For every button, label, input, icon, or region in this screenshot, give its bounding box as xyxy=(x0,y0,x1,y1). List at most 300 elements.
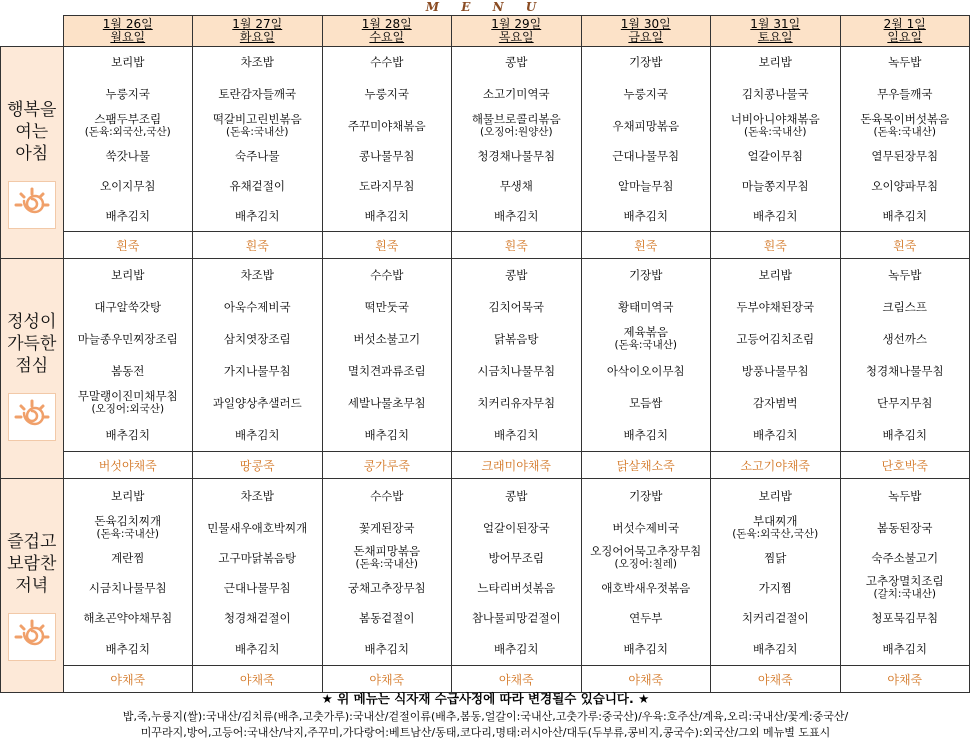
menu-item xyxy=(452,543,581,573)
day-weekday: 일요일 xyxy=(887,30,923,44)
menu-item xyxy=(64,47,193,77)
menu-item-name: 배추김치 xyxy=(235,208,280,223)
menu-item-name: 떡갈비고린빈볶음 xyxy=(212,112,302,126)
menu-item xyxy=(452,171,581,201)
menu-item xyxy=(323,513,452,543)
menu-item-name: 삼치엿장조림 xyxy=(223,331,291,346)
menu-item-name: 멸치견과류조림 xyxy=(347,363,426,378)
menu-item-name: 수수밥 xyxy=(370,488,404,503)
menu-cell xyxy=(840,259,970,452)
menu-item xyxy=(193,77,322,111)
day-date: 1월 26일 xyxy=(102,17,153,31)
day-header xyxy=(322,16,452,47)
menu-item xyxy=(193,111,322,141)
menu-item-origin: (돈육:국내산) xyxy=(226,126,289,138)
menu-item-name: 계란찜 xyxy=(111,550,145,565)
menu-item xyxy=(841,259,970,291)
menu-item xyxy=(841,419,970,451)
menu-item-name: 찜닭 xyxy=(764,550,787,565)
menu-item xyxy=(323,355,452,387)
menu-item xyxy=(711,47,840,77)
day-header xyxy=(840,16,970,47)
menu-item-name: 돈채피망볶음 xyxy=(353,544,421,558)
menu-item xyxy=(452,633,581,665)
menu-item xyxy=(711,355,840,387)
menu-item xyxy=(841,603,970,633)
menu-cell xyxy=(452,47,582,232)
menu-item xyxy=(841,323,970,355)
menu-item-name: 배추김치 xyxy=(882,208,927,223)
menu-item-name: 청포묵김무침 xyxy=(871,610,939,625)
menu-item xyxy=(193,141,322,171)
menu-item xyxy=(711,543,840,573)
menu-item-name: 시금치나물무침 xyxy=(477,363,556,378)
menu-item xyxy=(323,633,452,665)
menu-item xyxy=(193,633,322,665)
menu-item xyxy=(323,291,452,323)
menu-item-name: 스팸두부조림 xyxy=(94,112,162,126)
menu-cell xyxy=(452,479,582,666)
menu-item-name: 아삭이오이무침 xyxy=(606,363,685,378)
menu-item-name: 가지찜 xyxy=(758,580,792,595)
menu-item-origin: (돈육:국내산) xyxy=(873,126,936,138)
juk-cell: 흰죽 xyxy=(840,232,970,259)
menu-item xyxy=(323,323,452,355)
menu-item xyxy=(711,513,840,543)
menu-item-name: 배추김치 xyxy=(105,208,150,223)
sun-swirl-icon xyxy=(8,613,56,661)
menu-item-name: 도라지무침 xyxy=(358,178,415,193)
origin-info xyxy=(0,709,971,741)
menu-item xyxy=(193,47,322,77)
juk-cell: 흰죽 xyxy=(581,232,711,259)
juk-cell: 단호박죽 xyxy=(840,452,970,479)
menu-item xyxy=(841,387,970,419)
menu-item-name: 주꾸미야채볶음 xyxy=(347,118,426,133)
menu-item-name: 모듬쌈 xyxy=(629,395,663,410)
weekly-menu-table xyxy=(0,15,970,693)
meal-name: 행복을 여는 아침 xyxy=(7,100,57,164)
juk-cell: 소고기야채죽 xyxy=(711,452,841,479)
menu-item xyxy=(841,47,970,77)
juk-cell: 야채죽 xyxy=(711,666,841,693)
menu-item-origin: (오징어:외국산) xyxy=(91,403,165,415)
menu-item-name: 배추김치 xyxy=(494,641,539,656)
menu-item-origin: (돈육:국내산) xyxy=(355,558,418,570)
menu-item-name: 버섯수제비국 xyxy=(612,520,680,535)
menu-item-name: 배추김치 xyxy=(753,208,798,223)
menu-item-name: 소고기미역국 xyxy=(482,86,550,101)
menu-item xyxy=(841,633,970,665)
menu-item xyxy=(582,47,711,77)
menu-item xyxy=(323,201,452,231)
menu-item xyxy=(711,573,840,603)
menu-item-name: 얼갈이된장국 xyxy=(482,520,550,535)
menu-item-name: 배추김치 xyxy=(623,427,668,442)
menu-item-name: 참나물피망겉절이 xyxy=(471,610,561,625)
menu-item-name: 민물새우애호박찌개 xyxy=(207,520,308,535)
menu-item-name: 고구마닭볶음탕 xyxy=(218,550,297,565)
day-date: 1월 30일 xyxy=(620,17,671,31)
menu-item-name: 배추김치 xyxy=(753,641,798,656)
menu-cell xyxy=(193,479,323,666)
juk-row xyxy=(1,232,970,259)
menu-item xyxy=(582,77,711,111)
menu-item xyxy=(582,291,711,323)
change-notice: ★ 위 메뉴는 식자재 수급사정에 따라 변경될수 있습니다. ★ xyxy=(321,691,650,706)
menu-item xyxy=(711,141,840,171)
menu-item xyxy=(582,479,711,513)
menu-item-name: 누룽지국 xyxy=(105,86,150,101)
menu-item-name: 보리밥 xyxy=(758,54,792,69)
day-weekday: 토요일 xyxy=(757,30,793,44)
menu-item-name: 김치어묵국 xyxy=(488,299,545,314)
menu-item xyxy=(841,111,970,141)
menu-item xyxy=(711,323,840,355)
menu-item xyxy=(582,355,711,387)
menu-cell xyxy=(193,47,323,232)
menu-item-name: 오이지무침 xyxy=(99,178,156,193)
menu-item-name: 생선까스 xyxy=(882,331,927,346)
menu-item xyxy=(323,387,452,419)
menu-item-name: 배추김치 xyxy=(364,208,409,223)
menu-item-name: 아욱수제비국 xyxy=(223,299,291,314)
menu-item xyxy=(193,543,322,573)
juk-cell: 야채죽 xyxy=(840,666,970,693)
menu-cell xyxy=(63,479,193,666)
juk-cell: 콩가루죽 xyxy=(322,452,452,479)
meal-row xyxy=(1,259,970,452)
menu-item xyxy=(64,355,193,387)
menu-item-name: 열무된장무침 xyxy=(871,148,939,163)
menu-item xyxy=(64,201,193,231)
menu-item-name: 마늘쫑지무침 xyxy=(741,178,809,193)
menu-item-name: 돈육김치찌개 xyxy=(94,514,162,528)
menu-item xyxy=(452,111,581,141)
menu-item-name: 치커리유자무침 xyxy=(477,395,556,410)
menu-item-name: 청경채겉절이 xyxy=(223,610,291,625)
menu-item-name: 봄동겉절이 xyxy=(358,610,415,625)
menu-item xyxy=(452,419,581,451)
menu-item xyxy=(323,479,452,513)
menu-item xyxy=(452,513,581,543)
menu-item xyxy=(193,573,322,603)
menu-item xyxy=(582,513,711,543)
menu-item xyxy=(193,603,322,633)
menu-item-name: 마늘종우민찌장조림 xyxy=(77,331,178,346)
origin-line: 미꾸라지,방어,고등어:국내산/낙지,주꾸미,가다랑어:베트남산/동태,코다리,명태:러시아산/대두(두부류,콩비지,콩국수):외국산/그외 메뉴별 도표시 xyxy=(140,726,831,739)
menu-item-name: 무말랭이진미채무침 xyxy=(77,389,178,403)
day-weekday: 목요일 xyxy=(498,30,534,44)
menu-item-name: 유채겉절이 xyxy=(229,178,286,193)
menu-item-name: 콩밥 xyxy=(505,488,528,503)
menu-item-name: 콩밥 xyxy=(505,267,528,282)
juk-cell: 흰죽 xyxy=(193,232,323,259)
menu-item-name: 토란감자들깨국 xyxy=(218,86,297,101)
menu-item-name: 콩밥 xyxy=(505,54,528,69)
menu-item xyxy=(452,573,581,603)
menu-item xyxy=(193,479,322,513)
menu-item-name: 배추김치 xyxy=(235,427,280,442)
menu-item-name: 버섯소불고기 xyxy=(353,331,421,346)
menu-item-name: 대구알쑥갓탕 xyxy=(94,299,162,314)
menu-item-name: 보리밥 xyxy=(111,267,145,282)
menu-item xyxy=(711,201,840,231)
menu-item-name: 부대찌개 xyxy=(753,514,798,528)
menu-item xyxy=(452,141,581,171)
menu-item-name: 김치콩나물국 xyxy=(741,86,809,101)
menu-item-name: 닭볶음탕 xyxy=(494,331,539,346)
menu-cell xyxy=(322,259,452,452)
menu-item xyxy=(841,479,970,513)
day-header-row xyxy=(1,16,970,47)
menu-cell xyxy=(711,47,841,232)
menu-item xyxy=(193,171,322,201)
menu-item-name: 배추김치 xyxy=(753,427,798,442)
menu-item xyxy=(452,259,581,291)
menu-item-name: 방풍나물무침 xyxy=(741,363,809,378)
menu-item xyxy=(582,419,711,451)
menu-item xyxy=(193,291,322,323)
day-date: 1월 31일 xyxy=(750,17,801,31)
menu-item-name: 수수밥 xyxy=(370,267,404,282)
menu-item-name: 방어무조림 xyxy=(488,550,545,565)
juk-cell: 야채죽 xyxy=(63,666,193,693)
meal-name: 정성이 가득한 점심 xyxy=(7,312,57,376)
menu-item-origin: (돈육:국내산) xyxy=(614,339,677,351)
menu-item-name: 과일양상추샐러드 xyxy=(212,395,302,410)
menu-item xyxy=(582,259,711,291)
meal-label-cell xyxy=(1,47,64,259)
menu-item xyxy=(64,633,193,665)
menu-item-name: 너비아니야채볶음 xyxy=(730,112,820,126)
juk-cell: 야채죽 xyxy=(322,666,452,693)
meal-name: 즐겁고 보람찬 저녁 xyxy=(7,532,57,596)
menu-item-origin: (오징어:칠레) xyxy=(614,558,677,570)
menu-item-name: 황태미역국 xyxy=(617,299,674,314)
menu-item xyxy=(452,355,581,387)
juk-row xyxy=(1,452,970,479)
menu-item-name: 돈육목이버섯볶음 xyxy=(860,112,950,126)
menu-item xyxy=(711,633,840,665)
menu-item xyxy=(711,259,840,291)
menu-item xyxy=(711,419,840,451)
menu-item xyxy=(841,77,970,111)
menu-item xyxy=(711,603,840,633)
menu-item xyxy=(323,77,452,111)
menu-item-name: 해초곤약야채무침 xyxy=(83,610,173,625)
day-date: 1월 27일 xyxy=(232,17,283,31)
sun-swirl-icon xyxy=(8,181,56,229)
menu-item xyxy=(582,603,711,633)
menu-cell xyxy=(581,47,711,232)
menu-item-name: 세발나물초무침 xyxy=(347,395,426,410)
menu-cell xyxy=(581,479,711,666)
menu-item xyxy=(64,291,193,323)
menu-item-name: 보리밥 xyxy=(111,54,145,69)
menu-item xyxy=(323,259,452,291)
menu-item xyxy=(64,387,193,419)
menu-item-name: 누룽지국 xyxy=(364,86,409,101)
day-weekday: 금요일 xyxy=(628,30,664,44)
menu-item-name: 배추김치 xyxy=(882,427,927,442)
menu-item-name: 배추김치 xyxy=(105,641,150,656)
menu-item-name: 오이양파무침 xyxy=(871,178,939,193)
juk-cell: 버섯야채죽 xyxy=(63,452,193,479)
menu-item-name: 연두부 xyxy=(629,610,663,625)
menu-title: M E N U xyxy=(425,0,546,14)
menu-item-name: 청경채나물무침 xyxy=(477,148,556,163)
menu-item-origin: (돈육:외국산,국산) xyxy=(84,126,171,138)
menu-cell xyxy=(322,479,452,666)
menu-item xyxy=(452,77,581,111)
meal-row xyxy=(1,47,970,232)
menu-item-name: 보리밥 xyxy=(758,267,792,282)
menu-item-name: 오징어어묵고추장무침 xyxy=(590,544,702,558)
menu-item-name: 고추장멸치조림 xyxy=(865,574,944,588)
menu-item-name: 보리밥 xyxy=(111,488,145,503)
menu-item xyxy=(64,543,193,573)
menu-item-name: 시금치나물무침 xyxy=(88,580,167,595)
menu-item xyxy=(582,141,711,171)
menu-item xyxy=(193,387,322,419)
menu-item-name: 애호박새우젓볶음 xyxy=(601,580,691,595)
menu-item-name: 배추김치 xyxy=(494,208,539,223)
menu-item-name: 배추김치 xyxy=(105,427,150,442)
menu-item-name: 제육볶음 xyxy=(623,325,668,339)
menu-item-name: 감자범벅 xyxy=(753,395,798,410)
menu-item-name: 배추김치 xyxy=(623,641,668,656)
menu-item-name: 배추김치 xyxy=(623,208,668,223)
meal-label-cell xyxy=(1,479,64,693)
menu-item xyxy=(64,111,193,141)
origin-line: 밥,죽,누룽지(쌀):국내산/김치류(배추,고춧가루):국내산/겉절이류(배추,봄동,얼갈이:국내산,고춧가루:중국산)/우육:호주산/계육,오리:국내산/꽃게:중국산/ xyxy=(122,710,849,723)
menu-item xyxy=(452,479,581,513)
menu-item xyxy=(711,291,840,323)
menu-item xyxy=(64,259,193,291)
menu-item xyxy=(323,47,452,77)
menu-item-name: 숙주나물 xyxy=(235,148,280,163)
menu-item-name: 크림스프 xyxy=(882,299,927,314)
menu-item-name: 치커리겉절이 xyxy=(741,610,809,625)
menu-cell xyxy=(63,47,193,232)
menu-item-name: 알마늘무침 xyxy=(617,178,674,193)
day-header xyxy=(63,16,193,47)
menu-item-name: 쑥갓나물 xyxy=(105,148,150,163)
menu-item xyxy=(582,201,711,231)
sun-swirl-icon xyxy=(8,393,56,441)
menu-item xyxy=(841,141,970,171)
day-weekday: 수요일 xyxy=(369,30,405,44)
juk-cell: 땅콩죽 xyxy=(193,452,323,479)
menu-item-origin: (돈육:외국산,국산) xyxy=(732,528,819,540)
menu-item xyxy=(323,573,452,603)
menu-item-name: 배추김치 xyxy=(235,641,280,656)
menu-item xyxy=(452,323,581,355)
menu-item xyxy=(193,201,322,231)
menu-item-origin: (돈육:국내산) xyxy=(96,528,159,540)
menu-item-name: 기장밥 xyxy=(629,54,663,69)
juk-cell: 크래미야채죽 xyxy=(452,452,582,479)
menu-item xyxy=(64,603,193,633)
menu-item xyxy=(452,47,581,77)
menu-cell xyxy=(840,47,970,232)
menu-item-name: 고등어김치조림 xyxy=(736,331,815,346)
juk-cell: 흰죽 xyxy=(322,232,452,259)
menu-item-name: 보리밥 xyxy=(758,488,792,503)
menu-item xyxy=(841,513,970,543)
menu-item xyxy=(64,479,193,513)
menu-item xyxy=(452,603,581,633)
menu-item xyxy=(323,419,452,451)
menu-item xyxy=(841,543,970,573)
menu-item xyxy=(841,355,970,387)
menu-item xyxy=(64,141,193,171)
menu-item-name: 단무지무침 xyxy=(876,395,933,410)
menu-item xyxy=(582,111,711,141)
meal-label-cell xyxy=(1,259,64,479)
menu-item xyxy=(582,323,711,355)
juk-cell: 흰죽 xyxy=(711,232,841,259)
day-header xyxy=(581,16,711,47)
menu-item xyxy=(64,419,193,451)
menu-item xyxy=(452,387,581,419)
menu-item-name: 무우들깨국 xyxy=(876,86,933,101)
menu-item-origin: (돈육:국내산) xyxy=(744,126,807,138)
menu-item-name: 콩나물무침 xyxy=(358,148,415,163)
menu-item-name: 녹두밥 xyxy=(888,267,922,282)
menu-item xyxy=(193,355,322,387)
menu-item xyxy=(193,259,322,291)
menu-item xyxy=(193,323,322,355)
day-date: 2월 1일 xyxy=(883,17,926,31)
menu-item xyxy=(64,513,193,543)
menu-item-name: 차조밥 xyxy=(240,267,274,282)
menu-item-name: 배추김치 xyxy=(494,427,539,442)
menu-item-name: 꽃게된장국 xyxy=(358,520,415,535)
menu-item xyxy=(64,323,193,355)
menu-item xyxy=(582,171,711,201)
menu-item xyxy=(64,171,193,201)
menu-item xyxy=(452,201,581,231)
menu-cell xyxy=(840,479,970,666)
menu-item xyxy=(582,387,711,419)
menu-item xyxy=(711,171,840,201)
day-date: 1월 28일 xyxy=(361,17,412,31)
menu-item xyxy=(582,633,711,665)
menu-item-name: 근대나물무침 xyxy=(223,580,291,595)
menu-item-name: 봄동된장국 xyxy=(876,520,933,535)
meal-row xyxy=(1,479,970,666)
menu-item xyxy=(841,291,970,323)
menu-item-name: 기장밥 xyxy=(629,488,663,503)
menu-item-name: 누룽지국 xyxy=(623,86,668,101)
day-weekday: 화요일 xyxy=(239,30,275,44)
menu-item-name: 차조밥 xyxy=(240,54,274,69)
day-date: 1월 29일 xyxy=(491,17,542,31)
menu-item-name: 차조밥 xyxy=(240,488,274,503)
menu-item-name: 배추김치 xyxy=(364,641,409,656)
menu-item-name: 배추김치 xyxy=(882,641,927,656)
menu-item-name: 가지나물무침 xyxy=(223,363,291,378)
menu-item xyxy=(452,291,581,323)
menu-item xyxy=(582,573,711,603)
menu-item xyxy=(711,387,840,419)
menu-item xyxy=(64,77,193,111)
menu-item-name: 떡만둣국 xyxy=(364,299,409,314)
menu-item-name: 얼갈이무침 xyxy=(747,148,804,163)
menu-item-name: 수수밥 xyxy=(370,54,404,69)
